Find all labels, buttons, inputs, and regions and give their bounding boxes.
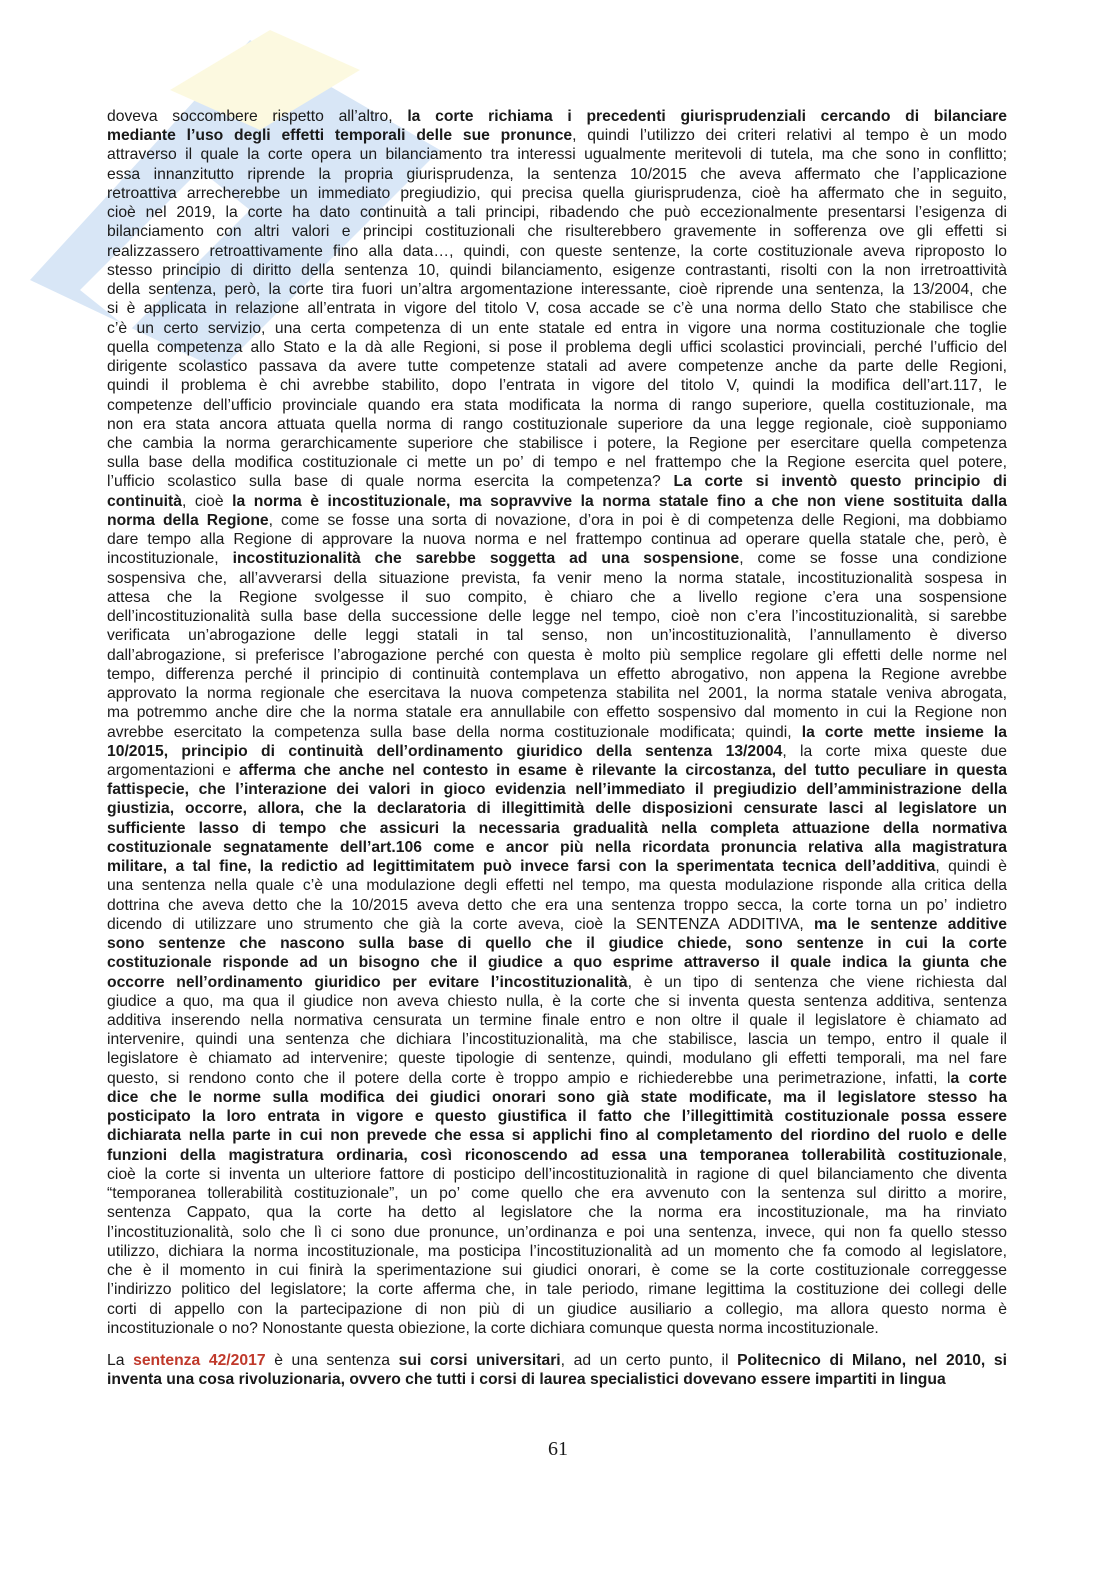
text-run: La <box>107 1352 134 1369</box>
text-line <box>107 107 1007 126</box>
text-run: , quindi l’utilizzo dei criteri relativi al tempo è un modo <box>572 127 1008 145</box>
bold-text-run: posticipato la loro entrata in vigore e questo giustifica il fatto che l’illegittimità costituzionale possa essere <box>107 1108 1007 1126</box>
bold-text-run: occorre nell’ordinamento giuridico per evitare l’incostituzionalità <box>107 973 628 991</box>
bold-text-run: dichiarata nella parte in cui non prevede che essa si applichi fino al completamento del riordino del ruolo e delle <box>107 1127 1007 1145</box>
text-line <box>107 876 1007 895</box>
bold-text-run: a corte <box>950 1069 1007 1087</box>
text-run: legislatore è chiamato ad intervenire; queste tipologie di sentenze, quindi, modulano gli effetti temporali, ma nel fare <box>107 1050 1007 1068</box>
bold-text-run: mediante l’uso degli effetti temporali delle sue pronunce <box>107 127 573 145</box>
text-run: dirigente scolastico passava da avere tutte competenze statali ad avere competenze anche da parte delle Regioni, <box>107 358 1007 376</box>
bold-text-run: la corte mette insieme la <box>801 723 1007 741</box>
text-line <box>107 742 1007 761</box>
text-line <box>107 896 1007 915</box>
text-run: avrebbe esercitato la competenza sulla base della norma costituzionale modificata; quindi, <box>107 723 802 741</box>
text-line <box>107 280 1007 299</box>
text-line <box>107 530 1007 549</box>
text-line <box>107 145 1007 164</box>
text-run: sulla base della modifica costituzionale ci mette un po’ di tempo e nel frattempo che la Regione esercita quel potere, <box>107 454 1007 472</box>
text-run: “temporanea tollerabilità costituzionale”, un po’ come quello che era avvenuto con la sentenza sul diritto a morire, <box>107 1185 1007 1203</box>
text-line <box>107 761 1007 780</box>
text-run: stesso principio di diritto della sentenza 10, quindi bilanciamento, esigenze contrastanti, risolti con la non irretroattività <box>107 261 1007 279</box>
text-line <box>107 1146 1007 1165</box>
bold-text-run: inventa una cosa rivoluzionaria, ovvero che tutti i corsi di laurea specialistici dovevano essere impartiti in lingua <box>107 1371 946 1389</box>
bold-text-run: sono sentenze che nascono sulla base di quello che il giudice chiede, sono sentenze in cui la corte <box>107 935 1007 953</box>
text-run: attesa che la Regione svolgesse il suo compito, è chiaro che a livello regione c’era una sospensione <box>107 588 1007 606</box>
text-run: , quindi è <box>935 858 1007 876</box>
text-run: , ad un certo punto, il <box>560 1352 738 1369</box>
text-run: della sentenza, però, la corte tira fuori un’altra argomentazione interessante, cioè riprende una sentenza, la 13/2004, che <box>107 281 1007 299</box>
text-run: quella competenza allo Stato e la dà alle Regioni, si pose il problema degli uffici scolastici provinciali, perché l’ufficio del <box>107 338 1007 356</box>
text-run: , come se fosse una sorta di novazione, d’ora in poi è di competenza delle Regioni, ma dobbiamo <box>268 511 1007 529</box>
text-line <box>107 165 1007 184</box>
bold-text-run: afferma che anche nel contesto in esame è rilevante la circostanza, del tutto peculiare in questa <box>239 761 1007 779</box>
bold-text-run: continuità <box>107 492 182 510</box>
text-line <box>107 1300 1007 1319</box>
text-run: argomentazioni e <box>107 761 240 779</box>
text-run: tempo, differenza perché il principio di continuità contemplava un effetto abrogativo, non appena la Regione avrebbe <box>107 665 1007 683</box>
text-line <box>107 338 1007 357</box>
text-run: verificata un’abrogazione delle leggi statali in tal senso, non un’incostituzionalità, l’annullamento è diverso <box>107 627 1007 645</box>
text-run: doveva soccombere rispetto all’altro, <box>107 108 408 125</box>
text-line <box>107 1223 1007 1242</box>
text-run: è una sentenza <box>265 1352 399 1369</box>
text-line <box>107 780 1007 799</box>
text-run: intervenire, quindi una sentenza che dichiara l’incostituzionalità, ma che stabilisce, lascia un tempo, entro il quale il <box>107 1031 1007 1049</box>
bold-text-run: norma della Regione <box>107 511 269 529</box>
text-line <box>107 569 1007 588</box>
text-line <box>107 242 1007 261</box>
text-line <box>107 472 1007 491</box>
text-line <box>107 646 1007 665</box>
page-number: 61 <box>548 1438 568 1460</box>
text-line <box>107 1088 1007 1107</box>
text-run: non era stata ancora attuata quella norma di rango costituzionale superiore da una legge regionale, cioè supponiamo <box>107 415 1007 433</box>
text-run: , è un tipo di sentenza che viene richiesta dal <box>627 973 1007 991</box>
text-run: l’ufficio scolastico sulla base di quale norma esercita la competenza? <box>107 473 674 491</box>
text-run: l’incostituzionalità, solo che lì ci sono due pronunce, un’ordinanza e poi una sentenza, invece, qui non fa quello stesso <box>107 1223 1007 1241</box>
bold-text-run: giustizia, occorre, allora, che la declaratoria di illegittimità delle disposizioni censurate lasci al legislatore un <box>107 800 1007 818</box>
text-line <box>107 1011 1007 1030</box>
text-line <box>107 184 1007 203</box>
text-line <box>107 992 1007 1011</box>
text-line <box>107 492 1007 511</box>
text-run: ma potremmo anche dire che la norma statale era annullabile con effetto sospensivo dal momento in cui la Regione non <box>107 704 1007 722</box>
text-run: c’è un certo servizio, una certa competenza di un ente statale ed entra in vigore una norma costituzionale che toglie <box>107 319 1007 337</box>
text-line <box>107 357 1007 376</box>
text-line <box>107 1126 1007 1145</box>
text-line <box>107 723 1007 742</box>
bold-text-run: sentenza 42/2017 <box>133 1352 266 1369</box>
text-line <box>107 588 1007 607</box>
text-line <box>107 799 1007 818</box>
bold-text-run: la norma è incostituzionale, ma sopravvive la norma statale fino a che non viene sostituita dalla <box>232 492 1007 510</box>
text-run: quindi il problema è chi avrebbe stabilito, dopo l’entrata in vigore del titolo V, quindi la modifica dell’art.117, le <box>107 377 1007 395</box>
body-paragraph-1 <box>107 107 1007 1338</box>
text-run: corti di appello con la partecipazione di non più di un giudice ausiliario a collegio, ma allora questo norma è <box>107 1300 1007 1318</box>
bold-text-run: ma le sentenze additive <box>813 915 1008 933</box>
text-line <box>107 434 1007 453</box>
text-line <box>107 1049 1007 1068</box>
body-paragraph-2 <box>107 1351 1007 1389</box>
text-run: l’indirizzo politico del legislatore; la corte afferma che, in tale periodo, rimane legittima la costituzione dei collegi delle <box>107 1281 1007 1299</box>
text-run: utilizzo, dichiara la norma incostituzionale, ma posticipa l’incostituzionalità ad un momento che fa comodo al legislatore, <box>107 1242 1007 1260</box>
text-run: incostituzionale, <box>107 550 233 568</box>
text-line <box>107 299 1007 318</box>
text-line <box>107 1242 1007 1261</box>
text-run: , <box>1002 1146 1007 1164</box>
text-run: dare tempo alla Regione di approvare la nuova norma e nel frattempo continua ad operare quella statale che, però, è <box>107 531 1007 549</box>
bold-text-run: militare, a tal fine, la redictio ad legittimitatem può invece farsi con la sperimentata tecnica dell’additiva <box>107 858 936 876</box>
bold-text-run: costituzionale segnatamente dell’art.106 come e ancor più nella ricordata pronuncia relativa alla magistratura <box>107 838 1007 856</box>
text-line <box>107 396 1007 415</box>
bold-text-run: incostituzionalità che sarebbe soggetta ad una sospensione <box>232 550 740 568</box>
text-run: additiva inserendo nella normativa censurata un termine finale entro e non oltre il quale il legislatore è chiamato ad <box>107 1012 1007 1030</box>
text-run: , come se fosse una condizione <box>739 550 1007 568</box>
text-run: dicendo di utilizzare uno strumento che già la corte aveva, cioè la SENTENZA ADDITIVA, <box>107 915 814 933</box>
text-run: una sentenza nella quale c’è una modulazione degli effetti nel tempo, ma questa modulazione risponde alla critica della <box>107 877 1007 895</box>
bold-text-run: sufficiente lasso di tempo che assicuri la necessaria gradualità nella completa attuazione della normativa <box>107 819 1007 837</box>
text-line <box>107 376 1007 395</box>
text-run: competenze dell’ufficio provinciale quando era stata modificata la norma di rango superiore, quella costituzionale, ma <box>107 396 1007 414</box>
text-line <box>107 319 1007 338</box>
bold-text-run: dice che le norme sulla modifica dei giudici onorari sono già state modificate, ma il legislatore stesso ha <box>107 1088 1007 1106</box>
text-run: cioè nel 2019, la corte ha dato continuità a tali principi, ribadendo che può eccezionalmente presentarsi l’esigenza di <box>107 204 1007 222</box>
text-line <box>107 838 1007 857</box>
text-line <box>107 549 1007 568</box>
text-line <box>107 415 1007 434</box>
text-line <box>107 857 1007 876</box>
text-run: sospensiva che, all’avverarsi della situazione prevista, fa venir meno la norma statale, incostituzionalità sospesa in <box>107 569 1007 587</box>
text-line <box>107 453 1007 472</box>
text-line <box>107 665 1007 684</box>
bold-text-run: funzioni della magistratura ordinaria, così riconoscendo ad essa una temporanea tollerabilità costituzionale <box>107 1146 1003 1164</box>
text-line <box>107 203 1007 222</box>
text-line <box>107 1030 1007 1049</box>
text-run: dottrina che aveva detto che la 10/2015 aveva detto che era una sentenza troppo secca, la corte torna un po’ indietro <box>107 896 1007 914</box>
text-line <box>107 222 1007 241</box>
text-line <box>107 1351 1007 1370</box>
bold-text-run: fattispecie, che l’interazione dei valori in gioco evidenzia nell’immediato il pregiudizio dell’amministrazione della <box>107 781 1007 799</box>
text-run: approvato la norma regionale che esercitava la nuova competenza stabilita nel 2001, la norma statale veniva abrogata, <box>107 685 1007 703</box>
text-run: incostituzionale o no? Nonostante questa obiezione, la corte dichiara comunque questa norma incostituzionale. <box>107 1319 879 1337</box>
text-line <box>107 1370 1007 1389</box>
text-run: retroattiva arrecherebbe un immediato pregiudizio, qui precisa quella giurisprudenza, cioè ha affermato che in seguito, <box>107 184 1007 202</box>
text-run: che è il momento in cui finirà la sperimentazione sui giudici onorari, è come se la corte costituzionale correggesse <box>107 1262 1007 1280</box>
text-run: dall’abrogazione, si preferisce l’abrogazione perché con questa è molto più semplice regolare gli effetti delle norme nel <box>107 646 1007 664</box>
text-run: , cioè <box>181 492 233 510</box>
text-run: cioè la corte si inventa un ulteriore fattore di posticipo dell’incostituzionalità in ragione di quel bilanciamento che diventa <box>107 1165 1007 1183</box>
text-run: che cambia la norma gerarchicamente superiore che stabilisce i potere, la Regione per esercitare quella competenza <box>107 434 1007 452</box>
text-line <box>107 1184 1007 1203</box>
text-line <box>107 953 1007 972</box>
text-line <box>107 934 1007 953</box>
bold-text-run: la corte richiama i precedenti giurisprudenziali cercando di bilanciare <box>407 108 1008 125</box>
text-line <box>107 1280 1007 1299</box>
bold-text-run: sui corsi universitari <box>398 1352 561 1369</box>
text-line <box>107 626 1007 645</box>
text-line <box>107 607 1007 626</box>
text-line <box>107 126 1007 145</box>
text-line <box>107 1261 1007 1280</box>
text-line <box>107 819 1007 838</box>
text-run: dell’incostituzionalità sulla base della successione delle legge nel tempo, cioè non c’era l’incostituzionalità, si sarebbe <box>107 608 1007 626</box>
text-line <box>107 973 1007 992</box>
text-run: , la corte mixa queste due <box>782 742 1007 760</box>
text-line <box>107 261 1007 280</box>
text-run: attraverso il quale la corte opera un bilanciamento tra interessi ugualmente meritevoli di tutela, ma che sono in conflitto; <box>107 146 1007 164</box>
text-run: questo, si rendono conto che il potere della corte è troppo ampio e richiederebbe una perimetrazione, infatti, l <box>107 1069 951 1087</box>
bold-text-run: Politecnico di Milano, nel 2010, si <box>737 1352 1007 1369</box>
bold-text-run: 10/2015, principio di continuità dell’ordinamento giuridico della sentenza 13/2004 <box>107 742 783 760</box>
text-line <box>107 915 1007 934</box>
text-line <box>107 703 1007 722</box>
text-run: realizzassero retroattivamente fino alla data…, quindi, con queste sentenze, la corte costituzionale aveva riproposto lo <box>107 242 1007 260</box>
text-line <box>107 1165 1007 1184</box>
text-line <box>107 1203 1007 1222</box>
bold-text-run: costituzionale risponde ad un bisogno che il giudice a quo esprime attraverso il quale indica la giunta che <box>107 954 1007 972</box>
text-run: si è applicata in relazione all’entrata in vigore del titolo V, cosa accade se c’è una norma dello Stato che stabilisce che <box>107 300 1007 318</box>
text-line <box>107 1319 1007 1338</box>
bold-text-run: La corte si inventò questo principio di <box>673 473 1007 491</box>
text-line <box>107 511 1007 530</box>
text-line <box>107 1069 1007 1088</box>
text-line <box>107 1107 1007 1126</box>
text-run: giudice a quo, ma qua il giudice non aveva chiesto nulla, è la corte che si inventa questa sentenza additiva, sentenza <box>107 992 1007 1010</box>
text-run: sentenza Cappato, qua la corte ha detto al legislatore che la norma era incostituzionale, ma ha rinviato <box>107 1204 1007 1222</box>
text-line <box>107 684 1007 703</box>
text-run: bilanciamento con altri valori e principi costituzionali che risulterebbero gravemente in sofferenza ove gli effetti si <box>107 223 1007 241</box>
text-run: essa innanzitutto riprende la propria giurisprudenza, la sentenza 10/2015 che aveva affermato che l’applicazione <box>107 165 1007 183</box>
